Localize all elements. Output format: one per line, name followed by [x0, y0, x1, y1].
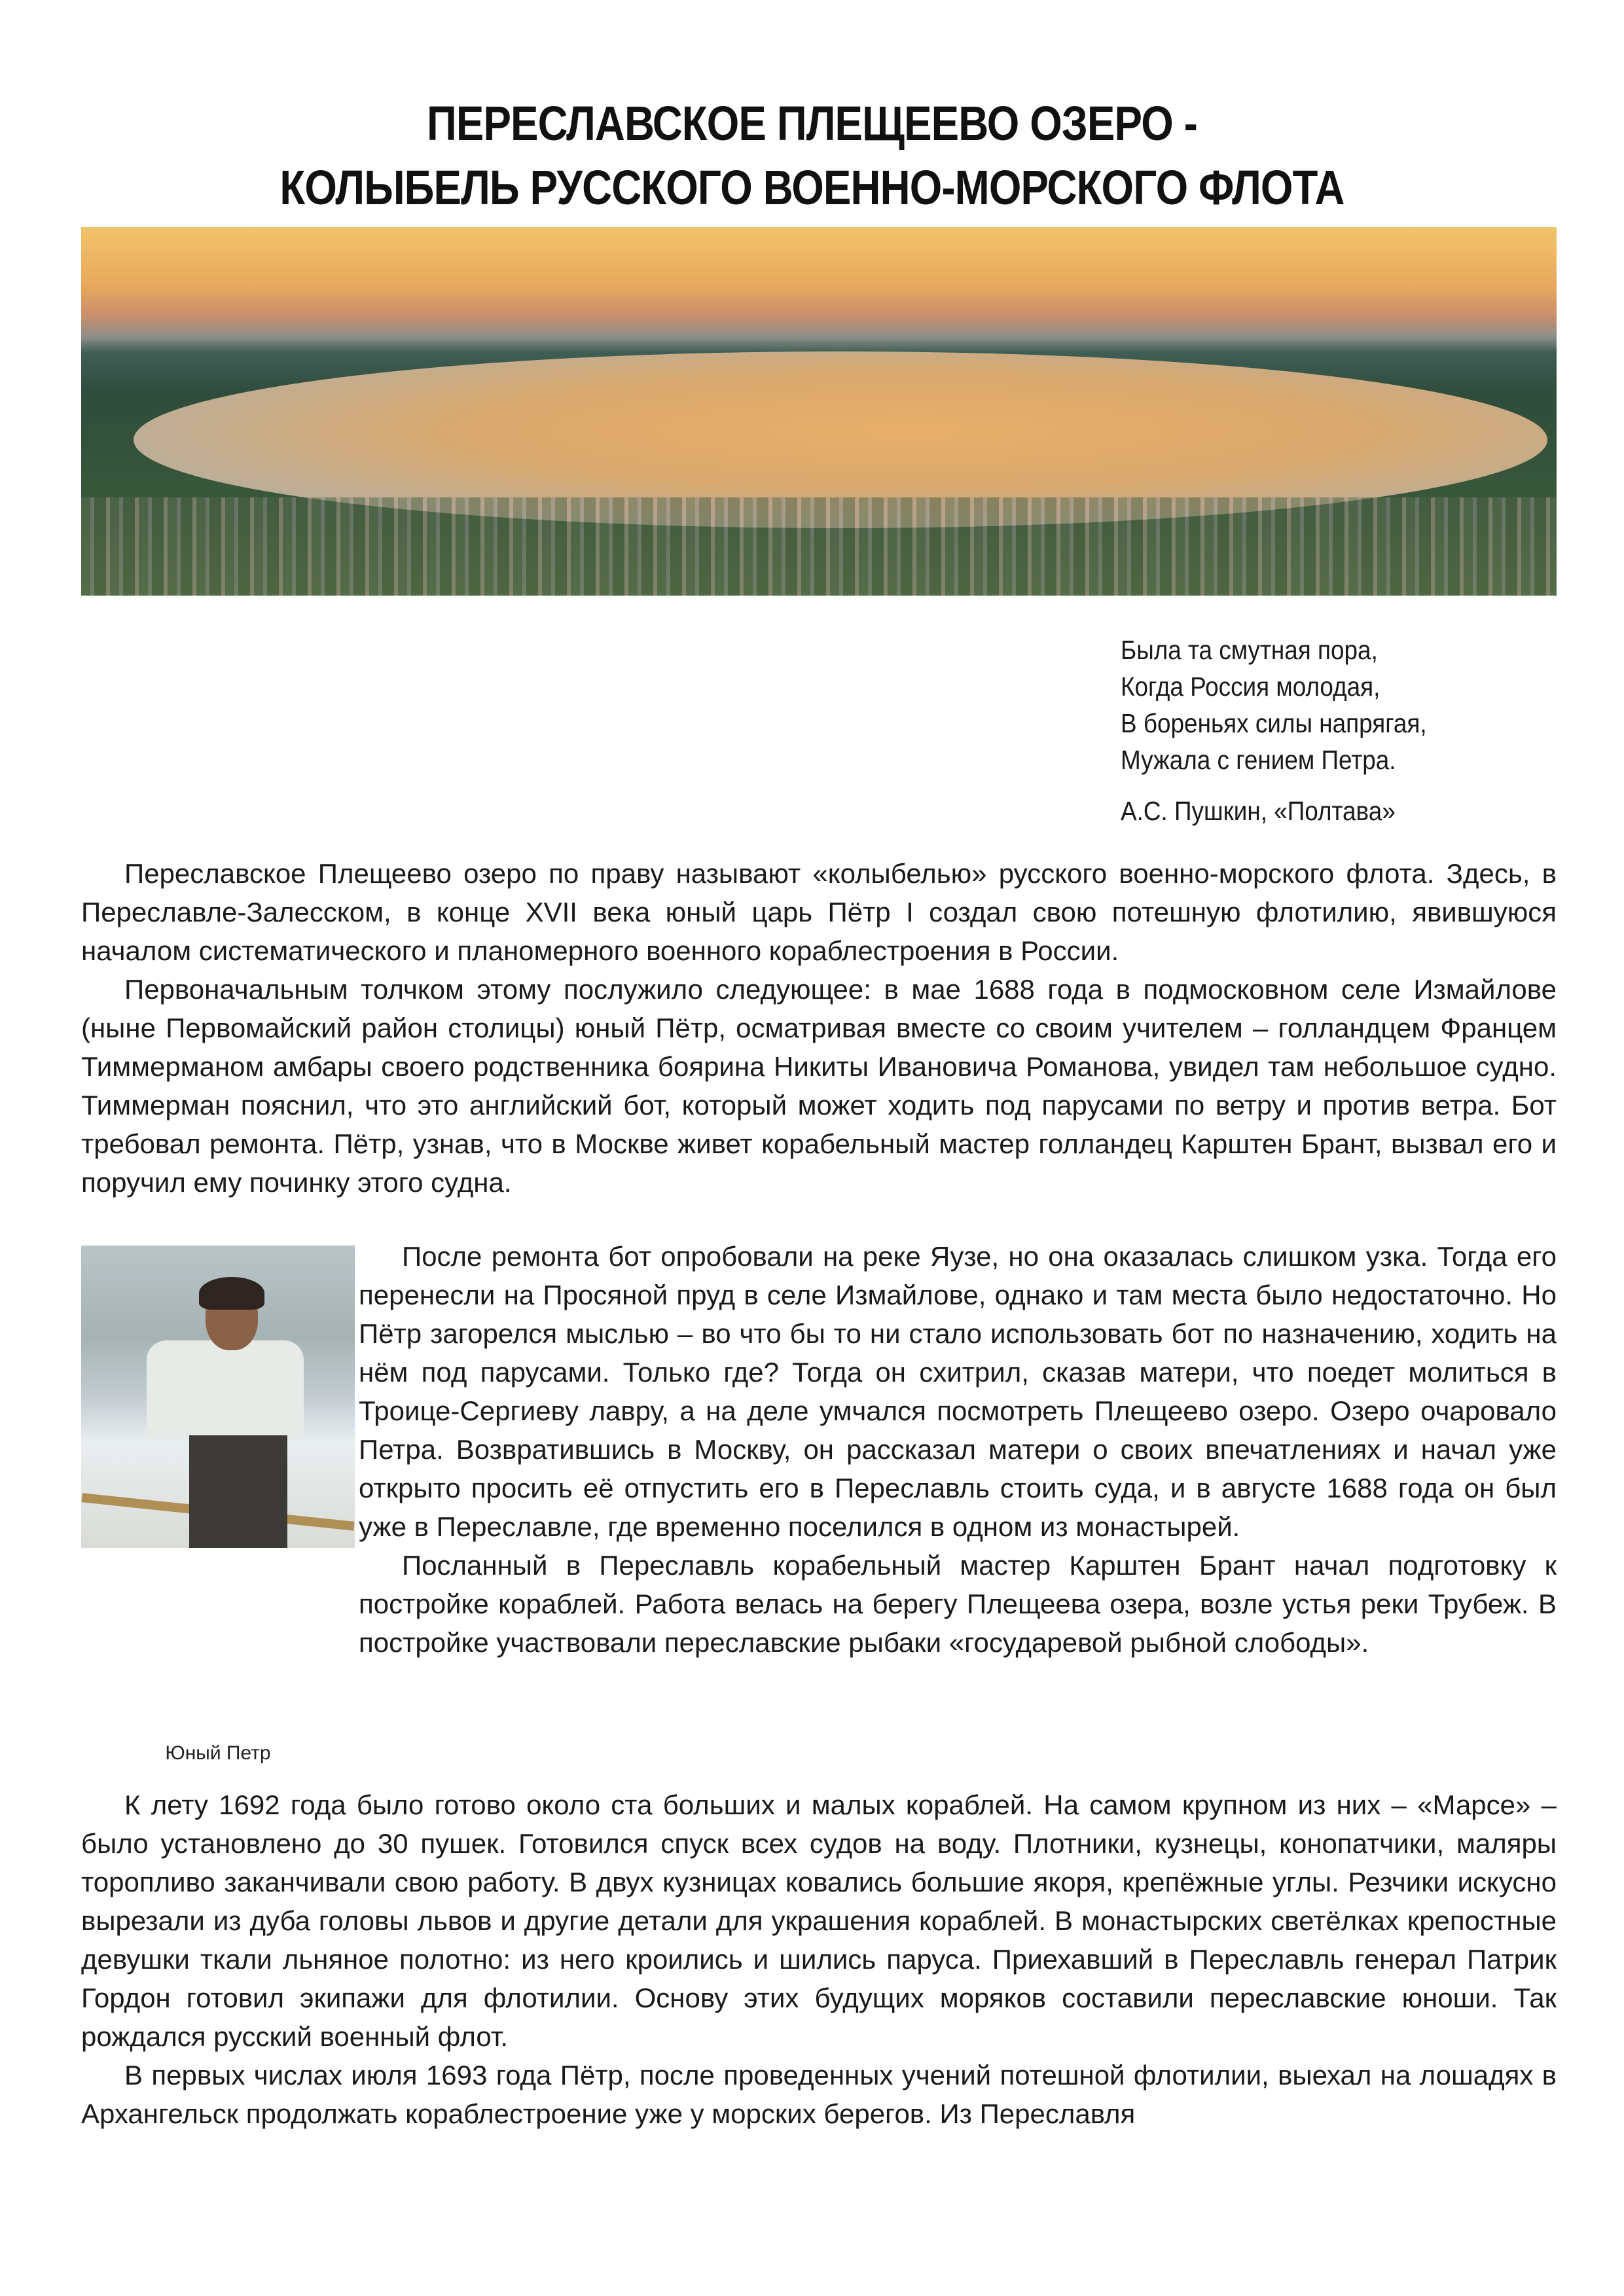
figure-pants [189, 1435, 287, 1548]
title-line-1: ПЕРЕСЛАВСКОЕ ПЛЕЩЕЕВО ОЗЕРО - [426, 96, 1198, 151]
paragraph: Первоначальным толчком этому послужило следующее: в мае 1688 года в подмосковном селе Измайлове (ныне Первомайский район столицы) юный Пётр, осматривая вместе со своим учителем – голландцем Францем Тиммерманом амбары своего родственника боярина Никиты Ивановича Романова, увидел там небольшое судно. Тиммерман пояснил, что это английский бот, который может ходить под парусами по ветру и против ветра. Бот требовал ремонта. Пётр, узнав, что в Москве живет корабельный мастер голландец Карштен Брант, вызвал его и поручил ему починку этого судна. [81, 974, 1557, 1198]
paragraph: К лету 1692 года было готово около ста больших и малых кораблей. На самом крупном из них – «Марсе» – было установлено до 30 пушек. Готовился спуск всех судов на воду. Плотники, кузнецы, конопатчики, маляры торопливо заканчивали свою работу. В двух кузницах ковались большие якоря, крепёжные углы. Резчики искусно вырезали из дуба головы львов и другие детали для украшения кораблей. В монастырских светёлках крепостные девушки ткали льняное полотно: из него кроились и шились паруса. Приехавший в Переславль генерал Патрик Гордон готовил экипажи для флотилии. Основу этих будущих моряков составили переславские юноши. Так рождался русский военный флот. [81, 1789, 1557, 2052]
title-line-2: КОЛЫБЕЛЬ РУССКОГО ВОЕННО-МОРСКОГО ФЛОТА [280, 160, 1344, 215]
epigraph [1121, 632, 1461, 829]
hero-lake-photo [81, 227, 1557, 596]
epigraph-line: Мужала с гением Петра. [1121, 745, 1396, 775]
article-continuation [81, 1785, 1557, 2133]
town-texture [81, 497, 1557, 596]
epigraph-line: В бореньях силы напрягая, [1121, 708, 1427, 738]
paragraph: В первых числах июля 1693 года Пётр, после проведенных учений потешной флотилии, выехал на лошадях в Архангельск продолжать кораблестроение уже у морских берегов. Из Переславля [81, 2060, 1557, 2129]
paragraph: Посланный в Переславль корабельный мастер Карштен Брант начал подготовку к постройке кораблей. Работа велась на берегу Плещеева озера, возле устья реки Трубеж. В постройке участвовали переславские рыбаки «государевой рыбной слободы». [359, 1550, 1557, 1658]
paragraph: Переславское Плещеево озеро по праву называют «колыбелью» русского военно-морского флота. Здесь, в Переславле-Залесском, в конце XVII века юный царь Пётр I создал свою потешную флотилию, явившуюся началом систематического и планомерного военного кораблестроения в России. [81, 858, 1557, 966]
article-intro [81, 854, 1557, 1202]
article-wrapped-text [359, 1237, 1557, 1662]
young-peter-painting [81, 1246, 355, 1548]
figure-hair [199, 1277, 264, 1310]
figure-caption: Юный Петр [165, 1742, 271, 1764]
epigraph-line: Когда Россия молодая, [1121, 672, 1380, 702]
figure-shirt [147, 1340, 304, 1439]
paragraph: После ремонта бот опробовали на реке Яузе, но она оказалась слишком узка. Тогда его перенесли на Просяной пруд в селе Измайлове, однако и там места было недостаточно. Но Пётр загорелся мыслью – во что бы то ни стало использовать бот по назначению, ходить на нём под парусами. Только где? Тогда он схитрил, сказав матери, что поедет молиться в Троице-Сергиеву лавру, а на деле умчался посмотреть Плещеево озеро. Озеро очаровало Петра. Возвратившись в Москву, он рассказал матери о своих впечатлениях и начал уже открыто просить её отпустить его в Переславль стоить суда, и в августе 1688 года он был уже в Переславле, где временно поселился в одном из монастырей. [359, 1241, 1557, 1542]
epigraph-line: Была та смутная пора, [1121, 635, 1378, 665]
epigraph-attribution: А.С. Пушкин, «Полтава» [1121, 796, 1396, 826]
page-title [0, 92, 1624, 220]
